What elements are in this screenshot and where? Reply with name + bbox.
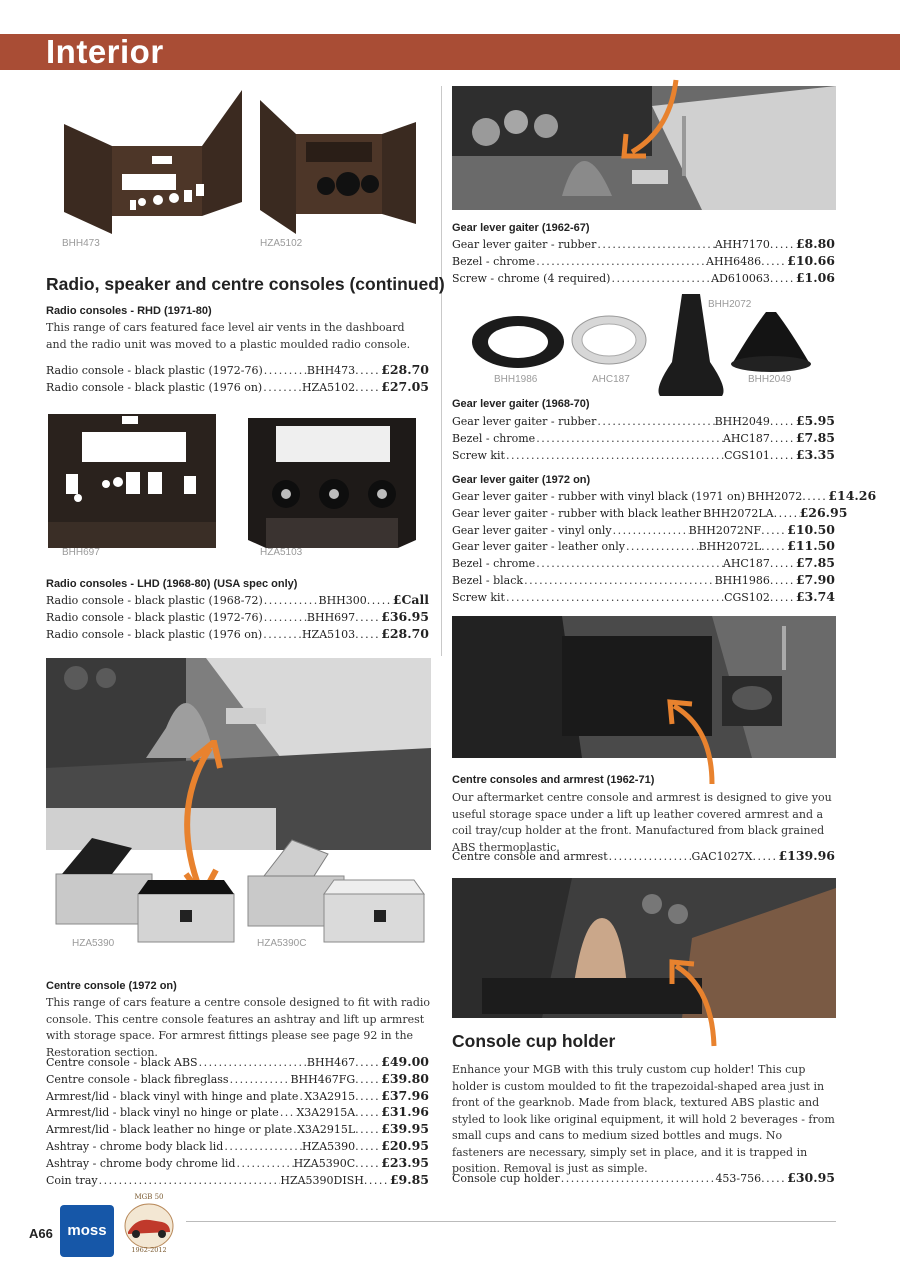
part-code: BHH1986 xyxy=(714,573,770,587)
dot-leader xyxy=(355,628,381,641)
dot-leader xyxy=(355,364,381,377)
item-name: Ashtray - chrome body chrome lid xyxy=(46,1156,236,1170)
item-price: £8.80 xyxy=(795,236,835,251)
item-name: Gear lever gaiter - rubber xyxy=(452,415,597,428)
item-price: £26.95 xyxy=(799,504,848,520)
dot-leader xyxy=(235,1157,293,1170)
dot-leader xyxy=(770,574,796,587)
part-code: BHH467 xyxy=(306,1056,356,1069)
part-code: BHH2072 xyxy=(747,490,803,503)
dot-leader xyxy=(355,611,381,624)
radio-section-heading: Radio, speaker and centre consoles (continued) xyxy=(46,274,445,294)
item-price: £7.90 xyxy=(795,571,835,587)
item-name: Radio console - black plastic (1976 on) xyxy=(46,380,263,394)
price-row xyxy=(452,555,835,572)
dot-leader xyxy=(770,272,796,285)
part-code: AD610063 xyxy=(711,271,770,285)
radio-console-bhh697-image xyxy=(48,410,218,548)
price-row xyxy=(46,379,429,396)
item-price: £30.95 xyxy=(787,1170,835,1185)
item-price: £20.95 xyxy=(381,1137,429,1153)
caption-bhh2072: BHH2072 xyxy=(708,299,752,310)
part-code: BHH467FG xyxy=(290,1072,356,1086)
price-row xyxy=(452,447,835,464)
gaiter-6870-price-list xyxy=(452,413,835,463)
price-row xyxy=(452,236,835,253)
cup-holder-heading: Console cup holder xyxy=(452,1031,616,1051)
part-code: AHH7170 xyxy=(714,238,770,251)
caption-ahc187: AHC187 xyxy=(592,374,630,385)
rhd-heading: Radio consoles - RHD (1971-80) xyxy=(46,305,212,317)
dot-leader xyxy=(367,594,393,607)
radio-console-bhh473-image xyxy=(60,84,250,236)
radio-console-hza5103-image xyxy=(246,416,418,548)
lhd-price-list xyxy=(46,592,429,642)
part-code: 453-756 xyxy=(715,1172,762,1185)
item-price: £3.35 xyxy=(795,446,835,462)
dot-leader xyxy=(610,272,711,285)
item-name: Screw - chrome (4 required) xyxy=(452,271,611,285)
item-price: £28.70 xyxy=(381,362,429,377)
dot-leader xyxy=(355,1140,381,1153)
dot-leader xyxy=(505,591,724,604)
footer-rule xyxy=(186,1221,836,1222)
gaiter-6267-heading: Gear lever gaiter (1962-67) xyxy=(452,222,590,234)
item-price: £7.85 xyxy=(795,429,835,445)
centre-console-price-list xyxy=(46,1054,429,1188)
part-code: HZA5390 xyxy=(301,1139,356,1153)
caption-bhh1986: BHH1986 xyxy=(494,374,538,385)
dot-leader xyxy=(770,432,796,445)
part-code: AHC187 xyxy=(722,557,770,571)
price-row xyxy=(452,430,835,447)
price-row xyxy=(452,572,835,589)
page-number: A66 xyxy=(29,1226,53,1241)
dot-leader xyxy=(223,1140,302,1153)
part-code: X3A2915 xyxy=(304,1089,356,1103)
item-name: Gear lever gaiter - vinyl only xyxy=(452,523,612,537)
price-row xyxy=(46,1054,429,1071)
caption-hza5390c: HZA5390C xyxy=(257,938,307,949)
dot-leader xyxy=(355,1056,381,1069)
dot-leader xyxy=(761,255,787,268)
item-price: £10.66 xyxy=(787,252,835,268)
gaiter-72-price-list xyxy=(452,488,877,606)
dot-leader xyxy=(608,850,692,863)
moss-logo-text: moss xyxy=(67,1222,107,1239)
part-code: BHH2072LA xyxy=(703,506,774,520)
item-price: £27.05 xyxy=(381,378,429,394)
dot-leader xyxy=(596,238,714,251)
item-price: £23.95 xyxy=(381,1154,429,1170)
dot-leader xyxy=(612,524,689,537)
price-row xyxy=(46,626,429,643)
price-row xyxy=(452,270,835,287)
item-price: £5.95 xyxy=(795,413,835,428)
item-name: Bezel - black xyxy=(452,573,524,587)
part-code: AHH6486 xyxy=(706,254,762,268)
dot-leader xyxy=(596,415,714,428)
price-row xyxy=(452,538,835,555)
price-row xyxy=(46,1138,429,1155)
rhd-description: This range of cars featured face level air vents in the dashboard and the radio unit was moved to a plastic moulded radio console. xyxy=(46,321,411,351)
item-name: Screw kit xyxy=(452,448,505,462)
item-price: £14.26 xyxy=(828,488,877,503)
price-row xyxy=(46,1088,429,1105)
gaiter-bhh2049-image xyxy=(730,310,812,372)
item-price: £139.96 xyxy=(778,848,835,863)
dot-leader xyxy=(505,449,724,462)
gaiter-6870-heading: Gear lever gaiter (1968-70) xyxy=(452,398,590,410)
gaiter-6267-price-list xyxy=(452,236,835,286)
dot-leader xyxy=(355,1073,381,1086)
dot-leader xyxy=(770,557,796,570)
item-price: £36.95 xyxy=(381,608,429,624)
item-name: Centre console and armrest xyxy=(452,850,608,863)
dot-leader xyxy=(560,1172,716,1185)
dot-leader xyxy=(262,628,302,641)
item-name: Armrest/lid - black vinyl no hinge or plate xyxy=(46,1106,279,1120)
column-divider xyxy=(441,86,442,656)
part-code: AHC187 xyxy=(722,431,770,445)
price-row xyxy=(452,253,835,270)
price-row xyxy=(452,848,835,865)
arrow-icon xyxy=(662,698,726,788)
dot-leader xyxy=(355,1090,381,1103)
cup-holder-price-list xyxy=(452,1170,835,1187)
dot-leader xyxy=(761,1172,787,1185)
dot-leader xyxy=(263,611,307,624)
part-code: CGS101 xyxy=(724,448,770,462)
part-code: HZA5103 xyxy=(301,627,356,641)
price-row xyxy=(452,1170,835,1187)
price-row xyxy=(46,1121,429,1138)
item-name: Console cup holder xyxy=(452,1172,560,1185)
item-price: £49.00 xyxy=(381,1054,429,1069)
cup-holder-photo xyxy=(452,878,836,1018)
mgb-badge-top: MGB 50 xyxy=(134,1193,164,1201)
price-row xyxy=(46,1155,429,1172)
item-price: £28.70 xyxy=(381,625,429,641)
item-name: Radio console - black plastic (1968-72) xyxy=(46,594,263,607)
part-code: X3A2915A xyxy=(296,1106,356,1120)
item-name: Screw kit xyxy=(452,590,505,604)
dot-leader xyxy=(761,540,787,553)
item-price: £7.85 xyxy=(795,555,835,571)
dot-leader xyxy=(198,1056,307,1069)
item-name: Centre console - black ABS xyxy=(46,1056,198,1069)
dot-leader xyxy=(98,1174,281,1187)
part-code: BHH697 xyxy=(306,610,356,624)
item-price: £39.80 xyxy=(381,1070,429,1086)
caption-bhh473: BHH473 xyxy=(62,238,100,249)
item-price: £31.96 xyxy=(381,1104,429,1120)
cup-holder-description: Enhance your MGB with this truly custom cup holder! This cup holder is custom moulded to fit the trapezoidal-shaped area just in front of the gearknob. Made from black, textured ABS plastic and styled to look like original equipment, it will hold 2 beverages - from small cups and cans to medium sized bottles and mugs. No fasteners are necessary, simply set in place, and it is trapped in position. Removal is just as simple. xyxy=(452,1063,835,1175)
item-name: Radio console - black plastic (1972-76) xyxy=(46,610,263,624)
dot-leader xyxy=(770,591,796,604)
dot-leader xyxy=(263,594,319,607)
price-row xyxy=(46,592,429,609)
dot-leader xyxy=(355,1123,381,1136)
part-code: X3A2915L xyxy=(297,1123,356,1137)
arrow-icon xyxy=(614,76,686,166)
dot-leader xyxy=(355,381,381,394)
price-row xyxy=(46,609,429,626)
price-row xyxy=(452,504,848,522)
dot-leader xyxy=(535,557,723,570)
armrest-photo xyxy=(452,616,836,758)
dot-leader xyxy=(279,1106,297,1119)
dot-leader xyxy=(535,255,706,268)
item-price: £10.50 xyxy=(787,521,835,537)
price-row xyxy=(452,413,835,430)
item-name: Gear lever gaiter - rubber with vinyl black (1971 on) xyxy=(452,490,746,503)
caption-bhh2049: BHH2049 xyxy=(748,374,792,385)
bezel-chrome-image xyxy=(570,314,648,366)
dot-leader xyxy=(625,540,699,553)
gaiter-72-heading: Gear lever gaiter (1972 on) xyxy=(452,474,591,486)
dot-leader xyxy=(355,1157,381,1170)
ashtray-hza5390-image xyxy=(52,834,237,944)
dot-leader xyxy=(752,850,778,863)
dot-leader xyxy=(535,432,723,445)
price-row xyxy=(46,362,429,379)
part-code: HZA5390C xyxy=(293,1156,356,1170)
item-name: Armrest/lid - black leather no hinge or plate xyxy=(46,1123,293,1137)
centre-console-heading: Centre console (1972 on) xyxy=(46,980,177,992)
arrow-icon xyxy=(662,958,726,1050)
dot-leader xyxy=(770,238,796,251)
price-row xyxy=(46,1104,429,1121)
caption-hza5103: HZA5103 xyxy=(260,547,303,558)
centre-console-description: This range of cars feature a centre console designed to fit with radio console. This centre console features an ashtray and lift up armrest with storage space. For armrest fittings please see page 92 in the Restoration section. xyxy=(46,996,431,1059)
armrest-description: Our aftermarket centre console and armrest is designed to give you useful storage space under a lift up leather covered armrest and a coil tray/cup holder at the front. Manufactured from black grained ABS thermoplastic. xyxy=(452,791,832,854)
item-price: £37.96 xyxy=(381,1087,429,1103)
part-code: BHH473 xyxy=(306,364,356,377)
part-code: BHH300 xyxy=(318,594,367,607)
part-code: BHH2049 xyxy=(714,415,770,428)
item-name: Gear lever gaiter - rubber xyxy=(452,238,597,251)
dot-leader xyxy=(802,490,828,503)
price-row xyxy=(46,1071,429,1088)
item-price: £3.74 xyxy=(795,588,835,604)
dot-leader xyxy=(770,449,796,462)
bezel-black-image xyxy=(470,314,566,370)
item-name: Bezel - chrome xyxy=(452,254,536,268)
caption-hza5390: HZA5390 xyxy=(72,938,115,949)
item-name: Bezel - chrome xyxy=(452,431,536,445)
item-name: Centre console - black fibreglass xyxy=(46,1072,229,1086)
part-code: HZA5390DISH xyxy=(280,1173,364,1187)
item-name: Bezel - chrome xyxy=(452,557,536,571)
item-name: Ashtray - chrome body black lid xyxy=(46,1139,224,1153)
page-title: Interior xyxy=(46,33,164,70)
dot-leader xyxy=(770,415,796,428)
part-code: HZA5102 xyxy=(301,380,356,394)
price-row xyxy=(452,488,877,505)
caption-hza5102: HZA5102 xyxy=(260,238,303,249)
item-price: £39.95 xyxy=(381,1121,429,1137)
item-name: Armrest/lid - black vinyl with hinge and plate xyxy=(46,1089,299,1103)
price-row xyxy=(46,1172,429,1189)
item-name: Gear lever gaiter - rubber with black leather xyxy=(452,506,702,520)
part-code: BHH2072NF xyxy=(688,523,762,537)
item-name: Coin tray xyxy=(46,1173,98,1187)
item-price: £1.06 xyxy=(795,269,835,285)
item-name: Radio console - black plastic (1972-76) xyxy=(46,364,263,377)
part-code: GAC1027X xyxy=(691,850,753,863)
dot-leader xyxy=(229,1073,291,1086)
price-row xyxy=(452,589,835,606)
lhd-heading: Radio consoles - LHD (1968-80) (USA spec only) xyxy=(46,578,298,590)
item-name: Radio console - black plastic (1976 on) xyxy=(46,627,263,641)
caption-bhh697: BHH697 xyxy=(62,547,100,558)
rhd-price-list xyxy=(46,362,429,396)
armrest-price-list xyxy=(452,848,835,865)
dot-leader xyxy=(364,1174,390,1187)
dot-leader xyxy=(355,1106,381,1119)
part-code: CGS102 xyxy=(724,590,770,604)
item-name: Gear lever gaiter - leather only xyxy=(452,540,625,554)
part-code: BHH2072L xyxy=(698,540,762,554)
ashtray-hza5390c-image xyxy=(244,836,428,946)
dot-leader xyxy=(761,524,787,537)
mgb-badge-bottom: 1962-2012 xyxy=(131,1246,167,1254)
price-row xyxy=(452,522,835,539)
item-price: £9.85 xyxy=(389,1171,429,1187)
armrest-heading: Centre consoles and armrest (1962-71) xyxy=(452,774,655,786)
dot-leader xyxy=(262,381,302,394)
item-price: £Call xyxy=(392,592,429,607)
dot-leader xyxy=(263,364,307,377)
dot-leader xyxy=(523,574,715,587)
dot-leader xyxy=(774,507,800,520)
radio-console-hza5102-image xyxy=(256,94,420,244)
item-price: £11.50 xyxy=(787,538,835,554)
